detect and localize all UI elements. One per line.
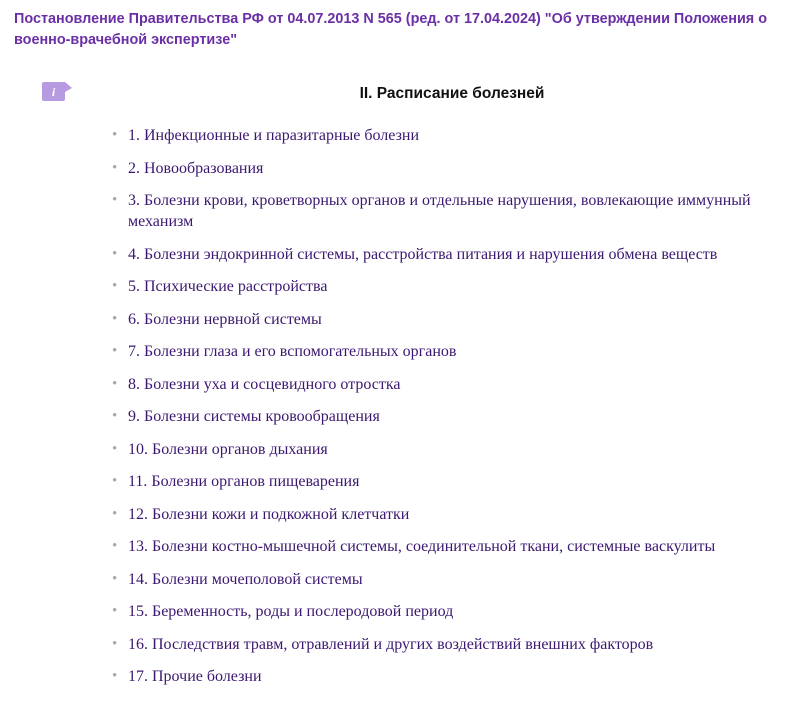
bullet-icon: • bbox=[112, 343, 118, 359]
toc-link[interactable]: 15. Беременность, роды и послеродовой период bbox=[128, 603, 454, 620]
toc-link[interactable]: 12. Болезни кожи и подкожной клетчатки bbox=[128, 506, 410, 523]
list-item bbox=[112, 190, 782, 232]
list-item bbox=[112, 309, 782, 330]
list-item bbox=[112, 569, 782, 590]
list-item bbox=[112, 601, 782, 622]
bullet-icon: • bbox=[112, 278, 118, 294]
list-item bbox=[112, 125, 782, 146]
toc-link[interactable]: 11. Болезни органов пищеварения bbox=[128, 473, 360, 490]
toc-link[interactable]: 9. Болезни системы кровообращения bbox=[128, 408, 380, 425]
list-item bbox=[112, 341, 782, 362]
list-item bbox=[112, 634, 782, 655]
toc-link[interactable]: 3. Болезни крови, кроветворных органов и отдельные нарушения, вовлекающие иммунный механизм bbox=[128, 192, 751, 230]
list-item bbox=[112, 374, 782, 395]
toc-link[interactable]: 10. Болезни органов дыхания bbox=[128, 441, 328, 458]
toc-link[interactable]: 16. Последствия травм, отравлений и других воздействий внешних факторов bbox=[128, 636, 654, 653]
bullet-icon: • bbox=[112, 603, 118, 619]
bullet-icon: • bbox=[112, 127, 118, 143]
bullet-icon: • bbox=[112, 668, 118, 684]
bullet-icon: • bbox=[112, 473, 118, 489]
toc-link[interactable]: 1. Инфекционные и паразитарные болезни bbox=[128, 127, 420, 144]
document-title[interactable]: Постановление Правительства РФ от 04.07.2013 N 565 (ред. от 17.04.2024) "Об утверждении Положения о военно-врачебной экспертизе" bbox=[14, 11, 767, 48]
list-item bbox=[112, 276, 782, 297]
toc-link[interactable]: 5. Психические расстройства bbox=[128, 278, 328, 295]
toc-link[interactable]: 8. Болезни уха и сосцевидного отростка bbox=[128, 376, 401, 393]
bullet-icon: • bbox=[112, 538, 118, 554]
bullet-icon: • bbox=[112, 636, 118, 652]
bullet-icon: • bbox=[112, 506, 118, 522]
bullet-icon: • bbox=[112, 192, 118, 208]
list-item bbox=[112, 536, 782, 557]
toc-link[interactable]: 6. Болезни нервной системы bbox=[128, 311, 322, 328]
section-heading: II. Расписание болезней bbox=[359, 85, 545, 102]
bullet-icon: • bbox=[112, 246, 118, 262]
bullet-icon: • bbox=[112, 160, 118, 176]
toc-link[interactable]: 7. Болезни глаза и его вспомогательных органов bbox=[128, 343, 457, 360]
toc-link[interactable]: 4. Болезни эндокринной системы, расстройства питания и нарушения обмена веществ bbox=[128, 246, 718, 263]
list-item bbox=[112, 406, 782, 427]
bullet-icon: • bbox=[112, 571, 118, 587]
bullet-icon: • bbox=[112, 311, 118, 327]
toc-link[interactable]: 2. Новообразования bbox=[128, 160, 264, 177]
list-item bbox=[112, 158, 782, 179]
toc-link[interactable]: 17. Прочие болезни bbox=[128, 668, 262, 685]
list-item bbox=[112, 666, 782, 687]
toc-link[interactable]: 13. Болезни костно-мышечной системы, соединительной ткани, системные васкулиты bbox=[128, 538, 716, 555]
bullet-icon: • bbox=[112, 408, 118, 424]
list-item bbox=[112, 439, 782, 460]
bullet-icon: • bbox=[112, 441, 118, 457]
list-item bbox=[112, 471, 782, 492]
svg-text:i: i bbox=[51, 85, 56, 99]
toc-link[interactable]: 14. Болезни мочеполовой системы bbox=[128, 571, 363, 588]
list-item bbox=[112, 504, 782, 525]
bullet-icon: • bbox=[112, 376, 118, 392]
list-item bbox=[112, 244, 782, 265]
info-icon[interactable] bbox=[42, 82, 72, 101]
